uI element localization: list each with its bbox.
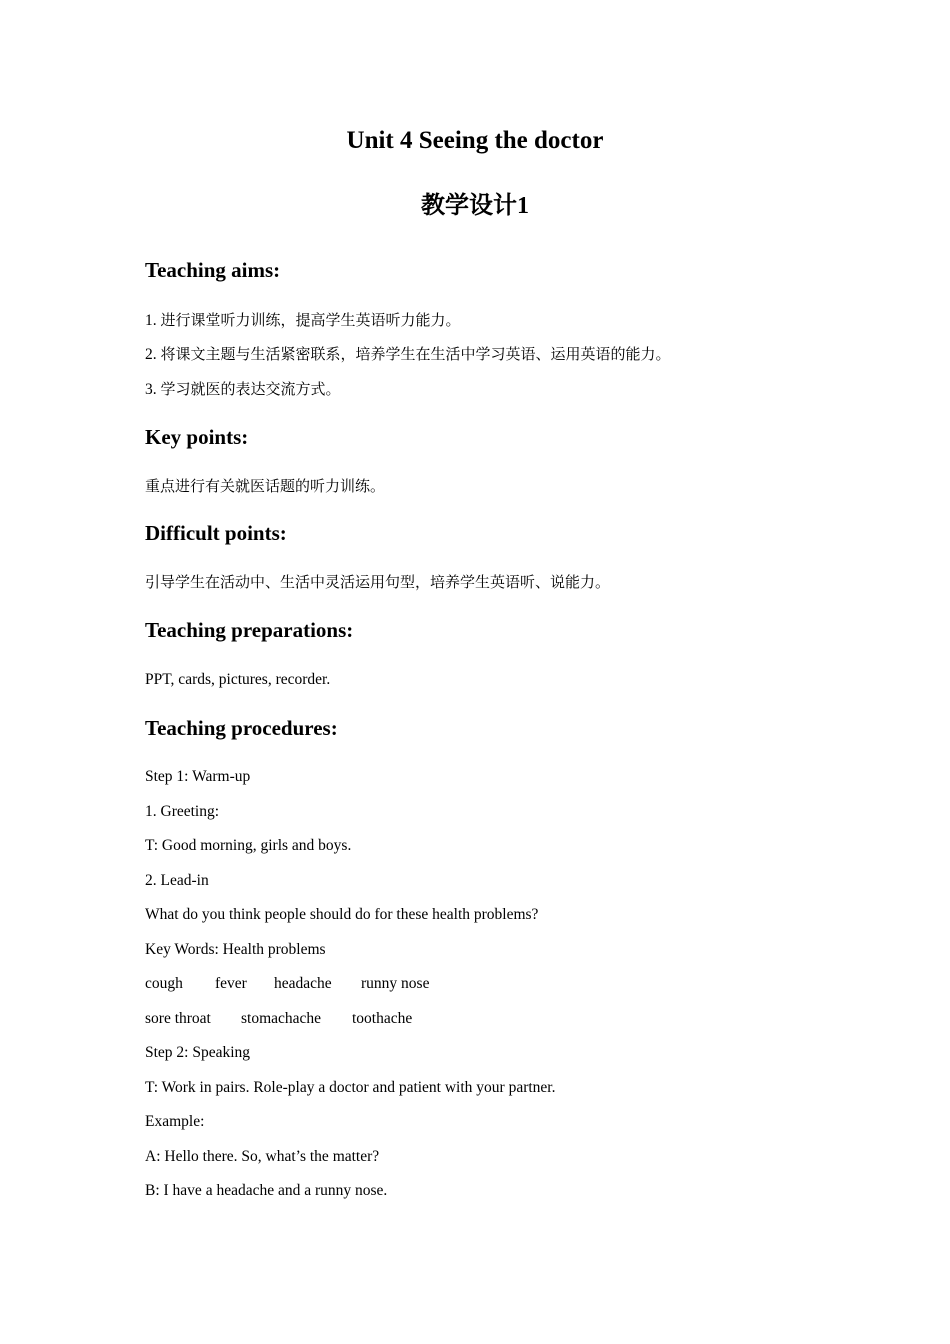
- procedure-line: B: I have a headache and a runny nose.: [145, 1182, 388, 1199]
- subtitle-number: 1: [517, 193, 529, 219]
- procedure-line: What do you think people should do for these health problems?: [145, 906, 539, 923]
- procedure-line: Example:: [145, 1113, 205, 1130]
- aim-item: 3. 学习就医的表达交流方式。: [145, 380, 341, 398]
- key-word: fever: [215, 975, 247, 992]
- difficult-points-heading: Difficult points:: [145, 521, 287, 545]
- key-words-row: [145, 1009, 412, 1029]
- document-title: Unit 4 Seeing the doctor: [346, 127, 604, 154]
- key-words-row: [145, 974, 429, 994]
- difficult-points-text: 引导学生在活动中、生活中灵活运用句型，培养学生英语听、说能力。: [145, 573, 611, 591]
- teaching-preparations-heading: Teaching preparations:: [145, 618, 354, 642]
- procedure-line: Step 2: Speaking: [145, 1044, 251, 1061]
- procedure-line: Step 1: Warm-up: [145, 768, 251, 785]
- procedure-line: T: Good morning, girls and boys.: [145, 837, 352, 854]
- key-points-text: 重点进行有关就医话题的听力训练。: [145, 477, 386, 495]
- key-word: sore throat: [145, 1010, 211, 1027]
- procedure-line: 2. Lead-in: [145, 872, 209, 889]
- key-word: stomachache: [241, 1010, 322, 1027]
- teaching-procedures-heading: Teaching procedures:: [145, 716, 338, 740]
- aim-item: 2. 将课文主题与生活紧密联系，培养学生在生活中学习英语、运用英语的能力。: [145, 345, 671, 363]
- procedure-line: 1. Greeting:: [145, 803, 220, 820]
- document-subtitle: [0, 190, 950, 221]
- teaching-preparations-text: PPT, cards, pictures, recorder.: [145, 671, 331, 688]
- key-word: toothache: [352, 1010, 413, 1027]
- key-points-heading: Key points:: [145, 425, 249, 449]
- key-word: cough: [145, 975, 183, 992]
- key-word: runny nose: [361, 975, 430, 992]
- subtitle-cn: 教学设计: [421, 191, 517, 219]
- key-word: headache: [274, 975, 332, 992]
- procedure-line: T: Work in pairs. Role-play a doctor and patient with your partner.: [145, 1079, 556, 1096]
- procedure-line: A: Hello there. So, what’s the matter?: [145, 1148, 380, 1165]
- aim-item: 1. 进行课堂听力训练，提高学生英语听力能力。: [145, 311, 461, 329]
- teaching-aims-heading: Teaching aims:: [145, 258, 281, 282]
- procedure-line: Key Words: Health problems: [145, 941, 326, 958]
